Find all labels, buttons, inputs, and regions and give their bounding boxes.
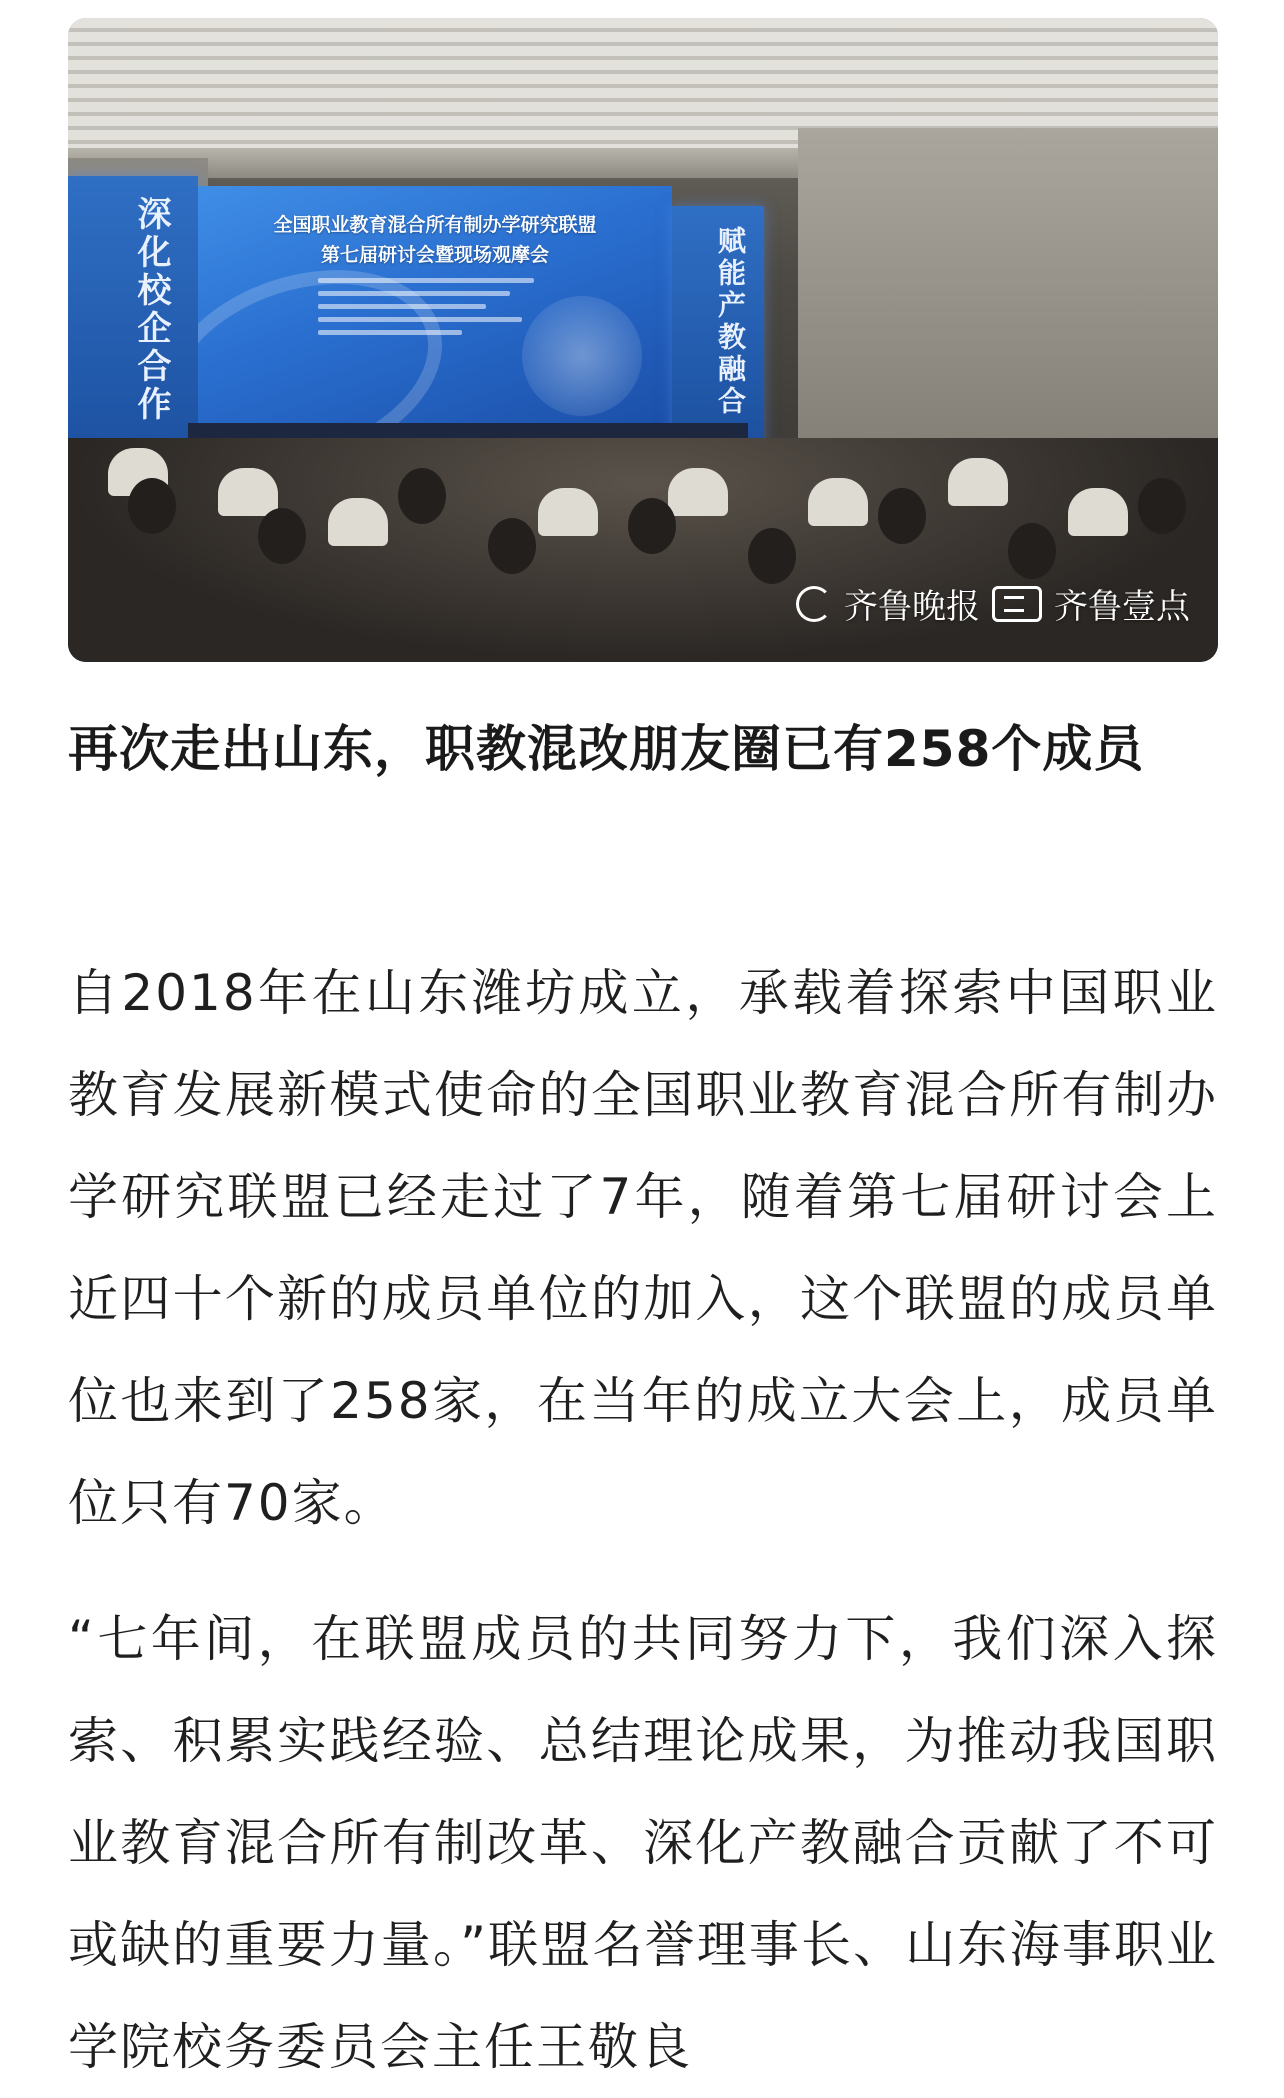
screen-title-line1: 全国职业教育混合所有制办学研究联盟 [273, 214, 597, 236]
stage-screen [198, 186, 672, 426]
banner-left-text: 深化校企合作 [131, 196, 171, 424]
watermark-brand-right: 齐鲁壹点 [1054, 587, 1190, 627]
article-headline: 再次走出山东，职教混改朋友圈已有258个成员 [68, 720, 1145, 778]
article-photo[interactable] [68, 18, 1218, 662]
article-paragraph-2: “七年间，在联盟成员的共同努力下，我们深入探索、积累实践经验、总结理论成果，为推动我国职业教育混合所有制改革、深化产教融合贡献了不可或缺的重要力量。”联盟名誉理事长、山东海事职业学院校务委员会主任王敬良 [68, 1610, 1218, 2076]
audience [68, 438, 1218, 662]
screen-title-line2: 第七届研讨会暨现场观摩会 [320, 244, 549, 266]
screen-small-text [318, 278, 558, 343]
swirl-logo-icon [796, 586, 832, 622]
watermark-brand-left: 齐鲁晚报 [844, 587, 980, 627]
banner-right [672, 206, 764, 454]
banner-right-text: 赋能产教融合 [714, 226, 747, 418]
article-paragraph-1: 自2018年在山东潍坊成立，承载着探索中国职业教育发展新模式使命的全国职业教育混合所有制办学研究联盟已经走过了7年，随着第七届研讨会上近四十个新的成员单位的加入，这个联盟的成员单位也来到了258家，在当年的成立大会上，成员单位只有70家。 [68, 964, 1218, 1532]
app-logo-icon [992, 586, 1042, 622]
photo-watermark [796, 579, 1190, 628]
banner-left [68, 176, 198, 476]
wall-right [798, 128, 1218, 488]
